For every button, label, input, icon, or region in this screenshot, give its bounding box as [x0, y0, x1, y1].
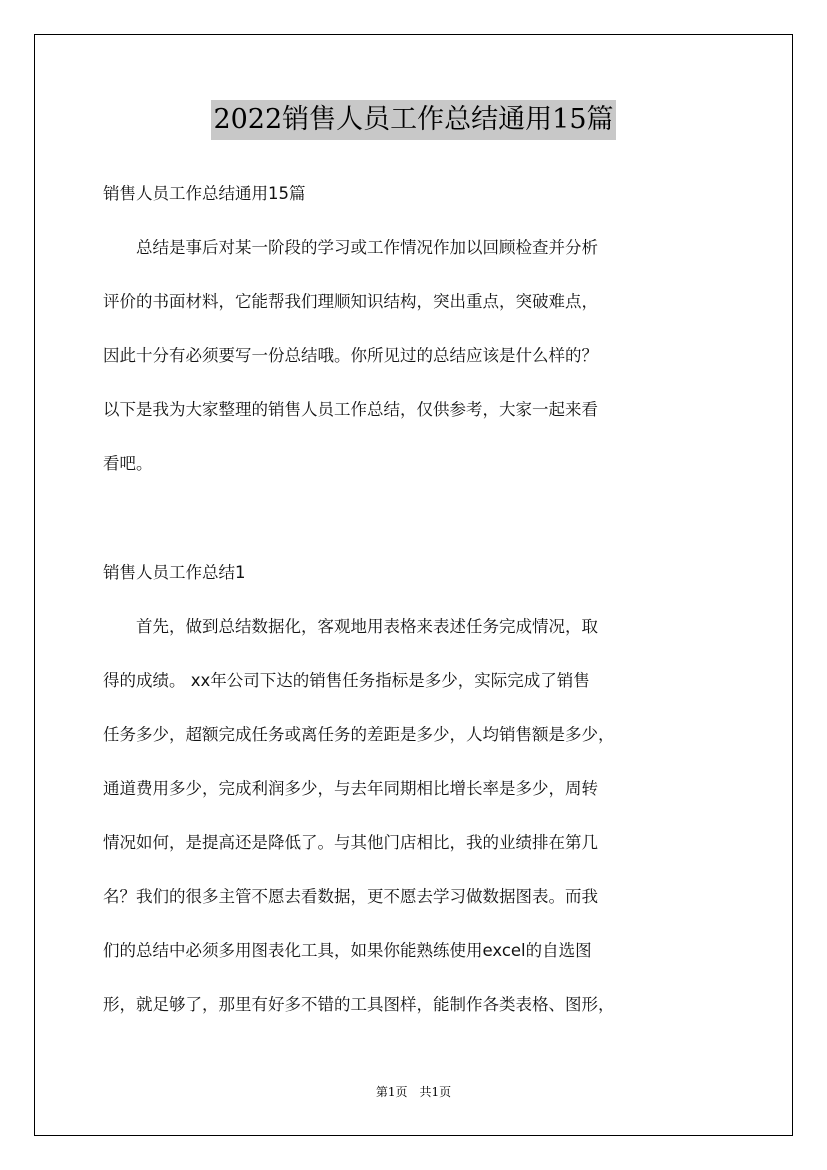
paragraph-line: 总结是事后对某一阶段的学习或工作情况作加以回顾检查并分析: [103, 238, 598, 257]
paragraph-line: 情况如何，是提高还是降低了。与其他门店相比，我的业绩排在第几: [103, 833, 598, 852]
document-subtitle: 销售人员工作总结通用15篇: [103, 184, 306, 203]
paragraph-line: 形，就足够了，那里有好多不错的工具图样，能制作各类表格、图形，: [103, 995, 615, 1014]
paragraph-line: 看吧。: [103, 454, 153, 473]
paragraph-line: 们的总结中必须多用图表化工具，如果你能熟练使用excel的自选图: [103, 941, 592, 960]
paragraph-line: 首先，做到总结数据化，客观地用表格来表述任务完成情况，取: [103, 617, 598, 636]
section-heading: 销售人员工作总结1: [103, 563, 246, 582]
paragraph-line: 评价的书面材料，它能帮我们理顺知识结构，突出重点，突破难点，: [103, 292, 598, 311]
paragraph-line: 通道费用多少，完成利润多少，与去年同期相比增长率是多少，周转: [103, 779, 598, 798]
paragraph-line: 以下是我为大家整理的销售人员工作总结，仅供参考，大家一起来看: [103, 400, 598, 419]
paragraph-line: 得的成绩。 xx年公司下达的销售任务指标是多少，实际完成了销售: [103, 671, 590, 690]
paragraph-line: 名？我们的很多主管不愿去看数据，更不愿去学习做数据图表。而我: [103, 887, 598, 906]
paragraph-line: 因此十分有必须要写一份总结哦。你所见过的总结应该是什么样的？: [103, 346, 598, 365]
title-container: [0, 100, 827, 140]
page-footer: 第1页 共1页: [375, 1085, 452, 1099]
document-title: 2022销售人员工作总结通用15篇: [211, 100, 615, 140]
paragraph-line: 任务多少，超额完成任务或离任务的差距是多少，人均销售额是多少，: [103, 725, 615, 744]
